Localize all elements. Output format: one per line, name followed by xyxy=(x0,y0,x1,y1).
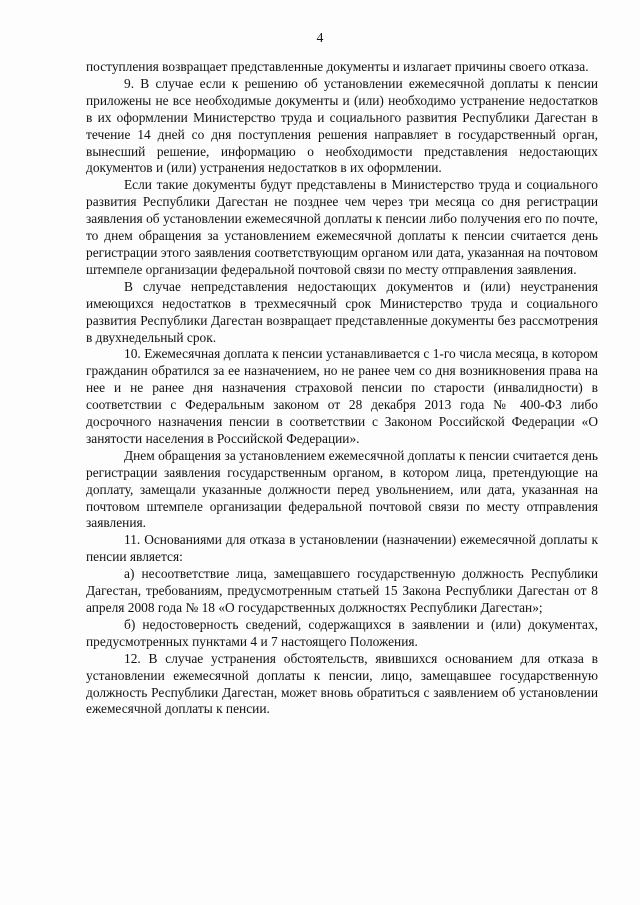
paragraph-item-11-b: б) недостоверность сведений, содержащихся в заявлении и (или) документах, предусмотренных пунктами 4 и 7 настоящего Положения. xyxy=(86,616,598,649)
document-body xyxy=(86,59,598,718)
paragraph-documents-submitted: Если такие документы будут представлены в Министерство труда и социального развития Республики Дагестан не позднее чем через три месяца со дня регистрации заявления об установлении ежемесячной доплаты к пенсии либо получения его по почте, то днем обращения за установлением ежемесячной доплаты к пенсии считается день регистрации этого заявления соответствующим органом или дата, указанная на почтовом штемпеле организации федеральной почтовой связи по месту отправления заявления. xyxy=(86,177,598,277)
page-number: 4 xyxy=(316,30,324,45)
paragraph-item-12: 12. В случае устранения обстоятельств, явившихся основанием для отказа в установлении ежемесячной доплаты к пенсии, лицо, замещавшее государственную должность Республики Дагестан, может вновь обратиться с заявлением об установлении ежемесячной доплаты к пенсии. xyxy=(86,650,598,717)
paragraph-continuation: поступления возвращает представленные документы и излагает причины своего отказа. xyxy=(86,59,589,74)
paragraph-item-10: 10. Ежемесячная доплата к пенсии устанавливается с 1-го числа месяца, в котором гражданин обратился за ее назначением, но не ранее чем со дня возникновения права на нее и не ранее дня назначения страховой пенсии по старости (инвалидности) в соответствии с Федеральным законом от 28 декабря 2013 года № 400-ФЗ либо досрочного назначения пенсии в соответствии с Законом Российской Федерации «О занятости населения в Российской Федерации». xyxy=(86,346,598,446)
paragraph-item-11-a: а) несоответствие лица, замещавшего государственную должность Республики Дагестан, требованиям, предусмотренным статьей 15 Закона Республики Дагестан от 8 апреля 2008 года № 18 «О государственных должностях Республики Дагестан»; xyxy=(86,566,598,615)
paragraph-documents-not-submitted: В случае непредставления недостающих документов и (или) неустранения имеющихся недостатков в трехмесячный срок Министерство труда и социального развития Республики Дагестан возвращает представленные документы без рассмотрения в двухнедельный срок. xyxy=(86,278,598,345)
paragraph-application-day: Днем обращения за установлением ежемесячной доплаты к пенсии считается день регистрации заявления государственным органом, в котором лица, претендующие на доплату, замещали указанные должности перед увольнением, или дата, указанная на почтовом штемпеле организации федеральной почтовой связи по месту отправления заявления. xyxy=(86,447,598,531)
paragraph-item-9: 9. В случае если к решению об установлении ежемесячной доплаты к пенсии приложены не все необходимые документы и (или) необходимо устранение недостатков в их оформлении Министерство труда и социального развития Республики Дагестан в течение 14 дней со дня поступления решения направляет в государственный орган, вынесший решение, информацию о необходимости представления недостающих документов и (или) устранения недостатков в их оформлении. xyxy=(86,75,598,176)
paragraph-item-11: 11. Основаниями для отказа в установлении (назначении) ежемесячной доплаты к пенсии является: xyxy=(86,532,598,565)
